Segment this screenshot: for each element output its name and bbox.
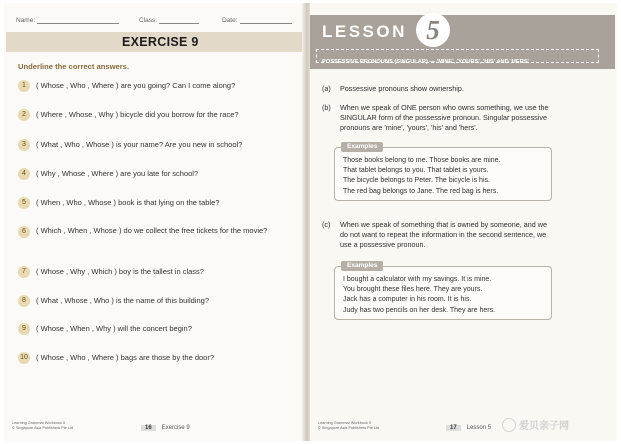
question-text: ( Whose , When , Why ) will the concert begin? [36,324,192,333]
question-text: ( Why , Whose , Where ) are you late for school? [36,169,199,178]
question-item [18,352,303,364]
point-text [340,103,602,134]
date-label: Date: [222,17,238,24]
point-text: Possessive pronouns show ownership. [340,84,464,93]
question-item [18,139,303,151]
question-item [18,80,303,92]
point-line: When we speak of ONE person who owns something, we use the [340,103,549,112]
point-label: (a) [322,84,331,93]
left-page [4,3,306,441]
name-label: Name: [16,17,36,24]
question-item [18,109,303,121]
exercise-instruction: Underline the correct answers. [18,62,129,71]
question-number: 2 [18,109,30,121]
question-item [18,197,303,209]
workbook-spread [4,3,617,441]
footer-copyright: © Singapore Asia Publishers Pte Ltd [318,426,380,430]
question-number: 5 [18,197,30,209]
point-line: use a possessive pronoun. [340,240,426,250]
examples-box [334,143,552,201]
page-label: Lesson 5 [466,425,492,431]
example-line: You brought these files here. They are yours. [343,286,483,294]
question-text: ( Where , Whose , Why ) bicycle did you borrow for the race? [36,110,239,119]
publisher-footer [12,421,73,431]
example-line: Judy has two pencils on her desk. They are hers. [343,306,496,314]
examples-tab: Examples [341,142,383,152]
exercise-header [6,32,304,52]
question-text: ( When , Who , Whose ) book is that lying on the table? [36,198,220,207]
question-text: ( Whose , Who , Where ) bags are those by the door? [36,353,215,362]
question-number: 7 [18,266,30,278]
example-line: The bicycle belongs to Peter. The bicycle is his. [343,177,490,185]
question-item [18,168,303,180]
page-footer [141,425,190,431]
question-number: 9 [18,323,30,335]
page-label: Exercise 9 [161,425,190,431]
question-number: 6 [18,226,30,238]
point-label: (c) [322,220,331,229]
footer-workbook: Learning Grammar Workbook 5 [318,421,372,425]
point-line: do not want to repeat the information in the second sentence, we [340,230,547,240]
question-number: 3 [18,139,30,151]
class-field [139,17,199,24]
question-item [18,295,303,307]
lesson-header [310,15,615,69]
question-text: ( Whose , Who , Where ) are you going? Can I come along? [36,81,236,90]
lesson-number: 5 [426,15,440,45]
question-number: 4 [18,168,30,180]
watermark-text: 爱贝亲子网 [519,421,569,432]
example-line: Jack has a computer in his room. It is his. [343,296,472,304]
example-line: That tablet belongs to you. That tablet is yours. [343,167,489,175]
question-text: ( What , Who , Whose ) is your name? Are you new in school? [36,140,243,149]
question-text: ( What , Whose , Who ) is the name of this building? [36,296,209,305]
question-text: ( Whose , Why , Which ) boy is the tallest in class? [36,267,204,276]
name-field [16,17,119,24]
lesson-topic [316,49,599,63]
question-item [18,266,303,278]
question-item [18,323,303,335]
example-line: I bought a calculator with my savings. It is mine. [343,276,492,283]
watermark [502,417,569,432]
question-number: 10 [18,352,30,364]
point-line: SINGULAR form of the possessive pronoun. Singular possessive [340,113,547,123]
lesson-title: LESSON [322,22,407,41]
example-line: Those books belong to me. Those books are mine. [343,157,501,164]
date-field [222,17,292,24]
examples-tab: Examples [341,261,383,271]
publisher-footer [318,421,379,431]
lesson-number-badge [416,13,450,47]
footer-copyright: © Singapore Asia Publishers Pte Ltd [12,426,74,430]
point-label: (b) [322,103,331,112]
footer-workbook: Learning Grammar Workbook 5 [12,421,66,425]
class-label: Class: [139,17,158,24]
question-item [18,226,303,238]
page-number: 17 [446,425,461,431]
example-line: The red bag belongs to Jane. The red bag is hers. [343,187,499,195]
question-text: ( Which , When , Whose ) do we collect the free tickets for the movie? [36,226,268,235]
right-page [310,3,617,441]
watermark-logo-icon [502,418,516,432]
exercise-title: EXERCISE 9 [122,35,199,49]
examples-box [334,262,552,320]
page-number: 16 [141,425,156,431]
point-line: When we speak of something that is owned by someone, and we [340,220,547,229]
question-number: 1 [18,80,30,92]
question-number: 8 [18,295,30,307]
point-text [340,220,602,251]
point-line: pronouns are 'mine', 'yours', 'his' and 'hers'. [340,123,478,133]
page-footer [446,425,491,431]
lesson-topic-text: POSSESSIVE PRONOUNS (SINGULAR) — 'MINE', 'YOURS', 'HIS' AND 'HERS' [322,59,529,65]
